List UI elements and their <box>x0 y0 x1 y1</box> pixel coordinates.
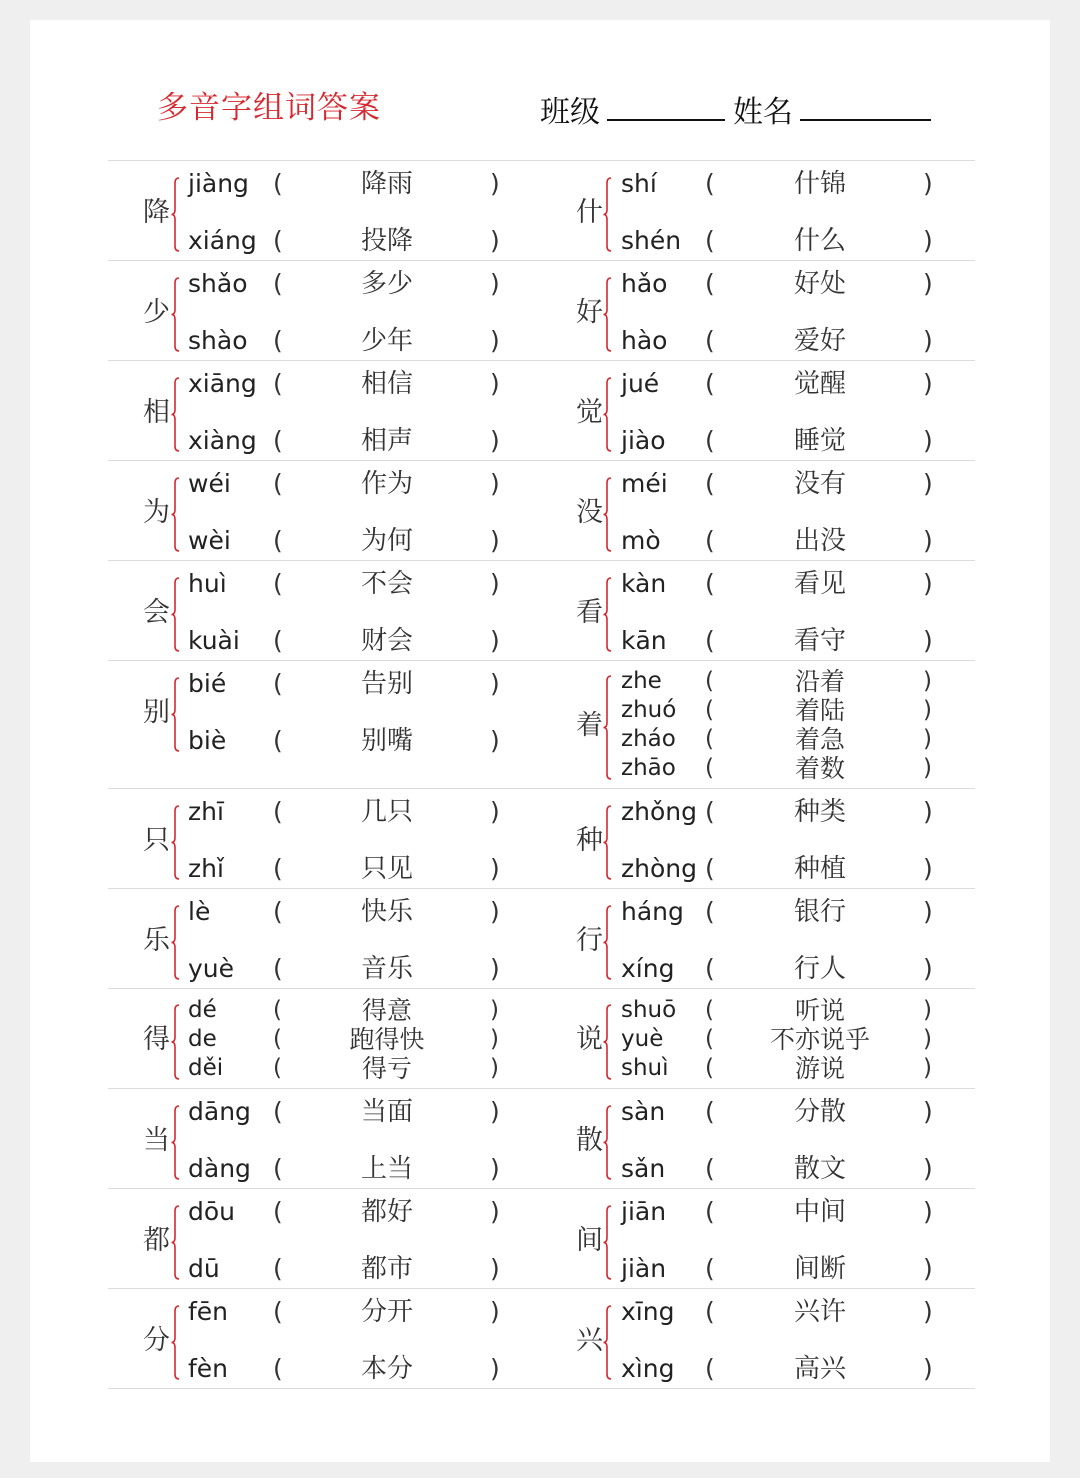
open-paren: ( <box>705 1025 714 1052</box>
close-paren: ) <box>923 726 932 752</box>
pinyin-reading: zhe <box>621 668 662 694</box>
curly-brace-icon <box>603 177 613 252</box>
close-paren: ) <box>490 1025 499 1052</box>
example-word: 不亦说乎 <box>769 1024 870 1054</box>
polyphone-character: 分 <box>143 1324 170 1356</box>
close-paren: ) <box>490 854 500 883</box>
close-paren: ) <box>923 526 933 555</box>
close-paren: ) <box>923 269 933 298</box>
example-word: 本分 <box>360 1354 413 1384</box>
curly-brace-icon <box>171 1004 181 1080</box>
curly-brace-icon <box>171 177 181 252</box>
example-word: 间断 <box>793 1254 846 1284</box>
example-word: 散文 <box>793 1154 846 1184</box>
pinyin-reading: jué <box>621 369 660 398</box>
open-paren: ( <box>705 697 714 723</box>
open-paren: ( <box>273 669 283 698</box>
pinyin-reading: bié <box>188 669 227 698</box>
open-paren: ( <box>273 996 282 1023</box>
open-paren: ( <box>705 954 715 983</box>
close-paren: ) <box>923 469 933 498</box>
open-paren: ( <box>273 1354 283 1383</box>
close-paren: ) <box>923 226 933 255</box>
close-paren: ) <box>923 169 933 198</box>
close-paren: ) <box>490 1297 500 1326</box>
close-paren: ) <box>490 1354 500 1383</box>
polyphone-character: 少 <box>143 296 170 328</box>
polyphone-character: 着 <box>576 709 603 741</box>
example-word: 多少 <box>360 269 413 299</box>
pinyin-reading: méi <box>621 469 668 498</box>
curly-brace-icon <box>603 675 613 780</box>
pinyin-reading: sǎn <box>621 1154 666 1183</box>
open-paren: ( <box>273 269 283 298</box>
pinyin-reading: wèi <box>188 526 231 555</box>
open-paren: ( <box>705 1297 715 1326</box>
close-paren: ) <box>490 526 500 555</box>
example-word: 着数 <box>794 754 845 783</box>
pinyin-reading: de <box>188 1025 217 1052</box>
class-blank-line <box>607 119 725 121</box>
example-word: 作为 <box>360 469 413 499</box>
close-paren: ) <box>923 854 933 883</box>
polyphone-character: 乐 <box>143 924 170 956</box>
pinyin-reading: yuè <box>188 954 235 983</box>
close-paren: ) <box>923 1297 933 1326</box>
close-paren: ) <box>923 626 933 655</box>
row-divider <box>108 988 975 989</box>
close-paren: ) <box>923 1097 933 1126</box>
close-paren: ) <box>490 897 500 926</box>
open-paren: ( <box>273 1097 283 1126</box>
close-paren: ) <box>923 755 932 781</box>
curly-brace-icon <box>603 377 613 452</box>
close-paren: ) <box>490 426 500 455</box>
example-word: 听说 <box>794 995 845 1025</box>
polyphone-character: 散 <box>576 1124 603 1156</box>
pinyin-reading: dàng <box>188 1154 251 1183</box>
example-word: 投降 <box>360 226 413 256</box>
close-paren: ) <box>923 369 933 398</box>
example-word: 觉醒 <box>793 369 846 399</box>
example-word: 睡觉 <box>793 426 846 456</box>
example-word: 中间 <box>793 1197 846 1227</box>
curly-brace-icon <box>171 1205 181 1280</box>
open-paren: ( <box>705 854 715 883</box>
example-word: 什锦 <box>793 169 846 199</box>
curly-brace-icon <box>603 805 613 880</box>
example-word: 不会 <box>360 569 413 599</box>
pinyin-reading: xiáng <box>188 226 257 255</box>
example-word: 爱好 <box>793 326 846 356</box>
open-paren: ( <box>273 326 283 355</box>
close-paren: ) <box>923 1054 932 1081</box>
close-paren: ) <box>923 569 933 598</box>
pinyin-reading: biè <box>188 726 227 755</box>
polyphone-character: 看 <box>576 596 603 628</box>
pinyin-reading: fèn <box>188 1354 229 1383</box>
polyphone-character: 相 <box>143 396 170 428</box>
pinyin-reading: wéi <box>188 469 231 498</box>
open-paren: ( <box>705 996 714 1023</box>
close-paren: ) <box>923 897 933 926</box>
row-divider <box>108 888 975 889</box>
open-paren: ( <box>705 526 715 555</box>
pinyin-reading: lè <box>188 897 211 926</box>
example-word: 得意 <box>361 995 412 1025</box>
open-paren: ( <box>705 755 714 781</box>
open-paren: ( <box>705 426 715 455</box>
open-paren: ( <box>705 626 715 655</box>
open-paren: ( <box>705 797 715 826</box>
curly-brace-icon <box>171 905 181 980</box>
open-paren: ( <box>705 1054 714 1081</box>
pinyin-reading: hǎo <box>621 269 668 298</box>
polyphone-character: 好 <box>576 296 603 328</box>
open-paren: ( <box>273 726 283 755</box>
pinyin-reading: kān <box>621 626 667 655</box>
worksheet-title: 多音字组词答案 <box>157 90 381 126</box>
example-word: 上当 <box>360 1154 413 1184</box>
pinyin-reading: zhī <box>188 797 224 826</box>
close-paren: ) <box>490 954 500 983</box>
open-paren: ( <box>705 169 715 198</box>
open-paren: ( <box>273 526 283 555</box>
open-paren: ( <box>273 1154 283 1183</box>
example-word: 相声 <box>360 426 413 456</box>
pinyin-reading: fēn <box>188 1297 229 1326</box>
pinyin-reading: kuài <box>188 626 240 655</box>
curly-brace-icon <box>603 477 613 552</box>
close-paren: ) <box>490 226 500 255</box>
close-paren: ) <box>923 326 933 355</box>
row-divider <box>108 460 975 461</box>
pinyin-reading: zhǒng <box>621 797 697 826</box>
example-word: 高兴 <box>793 1354 846 1384</box>
pinyin-reading: zhǐ <box>188 854 224 883</box>
close-paren: ) <box>923 954 933 983</box>
open-paren: ( <box>705 269 715 298</box>
close-paren: ) <box>490 369 500 398</box>
polyphone-character: 说 <box>576 1023 603 1055</box>
example-word: 种植 <box>793 854 846 884</box>
example-word: 看守 <box>793 626 846 656</box>
example-word: 行人 <box>793 954 846 984</box>
name-blank-line <box>800 119 931 121</box>
close-paren: ) <box>490 996 499 1023</box>
open-paren: ( <box>273 369 283 398</box>
open-paren: ( <box>705 469 715 498</box>
open-paren: ( <box>705 1354 715 1383</box>
pinyin-reading: shuì <box>621 1054 669 1081</box>
close-paren: ) <box>923 996 932 1023</box>
close-paren: ) <box>923 668 932 694</box>
polyphone-character: 别 <box>143 696 170 728</box>
example-word: 当面 <box>360 1097 413 1127</box>
curly-brace-icon <box>603 905 613 980</box>
open-paren: ( <box>705 668 714 694</box>
curly-brace-icon <box>603 577 613 652</box>
row-divider <box>108 560 975 561</box>
pinyin-reading: sàn <box>621 1097 666 1126</box>
open-paren: ( <box>705 1197 715 1226</box>
pinyin-reading: xiāng <box>188 369 257 398</box>
pinyin-reading: jiàng <box>188 169 249 198</box>
polyphone-character: 只 <box>143 824 170 856</box>
curly-brace-icon <box>171 477 181 552</box>
polyphone-character: 都 <box>143 1224 170 1256</box>
row-divider <box>108 1088 975 1089</box>
polyphone-character: 行 <box>576 924 603 956</box>
example-word: 都市 <box>360 1254 413 1284</box>
polyphone-character: 降 <box>143 196 170 228</box>
polyphone-character: 没 <box>576 496 603 528</box>
pinyin-reading: zhāo <box>621 755 676 781</box>
example-word: 游说 <box>794 1053 845 1083</box>
close-paren: ) <box>923 1354 933 1383</box>
curly-brace-icon <box>171 805 181 880</box>
close-paren: ) <box>923 797 933 826</box>
curly-brace-icon <box>603 277 613 352</box>
example-word: 分开 <box>360 1297 413 1327</box>
example-word: 降雨 <box>360 169 413 199</box>
close-paren: ) <box>490 726 500 755</box>
polyphone-character: 种 <box>576 824 603 856</box>
curly-brace-icon <box>603 1205 613 1280</box>
curly-brace-icon <box>171 377 181 452</box>
open-paren: ( <box>273 569 283 598</box>
pinyin-reading: děi <box>188 1054 224 1081</box>
example-word: 种类 <box>793 797 846 827</box>
example-word: 没有 <box>793 469 846 499</box>
open-paren: ( <box>273 626 283 655</box>
close-paren: ) <box>490 469 500 498</box>
class-label: 班级 <box>540 95 600 130</box>
open-paren: ( <box>705 1154 715 1183</box>
pinyin-reading: shén <box>621 226 682 255</box>
pinyin-reading: shuō <box>621 996 677 1023</box>
close-paren: ) <box>490 1254 500 1283</box>
close-paren: ) <box>490 1197 500 1226</box>
pinyin-reading: zhòng <box>621 854 697 883</box>
close-paren: ) <box>923 1197 933 1226</box>
curly-brace-icon <box>171 1305 181 1380</box>
open-paren: ( <box>273 1025 282 1052</box>
example-word: 得亏 <box>361 1053 412 1083</box>
polyphone-character: 当 <box>143 1124 170 1156</box>
close-paren: ) <box>923 1154 933 1183</box>
pinyin-reading: dū <box>188 1254 220 1283</box>
example-word: 跑得快 <box>349 1024 425 1054</box>
open-paren: ( <box>273 169 283 198</box>
open-paren: ( <box>273 1297 283 1326</box>
curly-brace-icon <box>171 677 181 752</box>
close-paren: ) <box>490 1054 499 1081</box>
curly-brace-icon <box>171 277 181 352</box>
name-label: 姓名 <box>733 95 793 130</box>
curly-brace-icon <box>603 1305 613 1380</box>
row-divider <box>108 788 975 789</box>
close-paren: ) <box>490 569 500 598</box>
example-word: 少年 <box>360 326 413 356</box>
pinyin-reading: jiàn <box>621 1254 667 1283</box>
open-paren: ( <box>705 326 715 355</box>
pinyin-reading: shào <box>188 326 248 355</box>
close-paren: ) <box>923 426 933 455</box>
pinyin-reading: shí <box>621 169 657 198</box>
example-word: 沿着 <box>794 667 845 696</box>
open-paren: ( <box>273 1197 283 1226</box>
pinyin-reading: shǎo <box>188 269 248 298</box>
pinyin-reading: zhuó <box>621 697 677 723</box>
pinyin-reading: xíng <box>621 954 675 983</box>
pinyin-reading: dāng <box>188 1097 251 1126</box>
row-divider <box>108 160 975 161</box>
example-word: 快乐 <box>360 897 413 927</box>
close-paren: ) <box>490 669 500 698</box>
curly-brace-icon <box>603 1004 613 1080</box>
pinyin-reading: dé <box>188 996 217 1023</box>
example-word: 好处 <box>793 269 846 299</box>
open-paren: ( <box>273 797 283 826</box>
example-word: 几只 <box>360 797 413 827</box>
open-paren: ( <box>705 369 715 398</box>
open-paren: ( <box>705 726 714 752</box>
example-word: 什么 <box>793 226 846 256</box>
pinyin-reading: dōu <box>188 1197 236 1226</box>
example-word: 财会 <box>360 626 413 656</box>
pinyin-reading: xìng <box>621 1354 675 1383</box>
open-paren: ( <box>273 1054 282 1081</box>
close-paren: ) <box>490 326 500 355</box>
polyphone-character: 得 <box>143 1023 170 1055</box>
example-word: 着急 <box>794 725 845 754</box>
open-paren: ( <box>705 1254 715 1283</box>
open-paren: ( <box>705 569 715 598</box>
row-divider <box>108 1388 975 1389</box>
row-divider <box>108 1288 975 1289</box>
row-divider <box>108 1188 975 1189</box>
example-word: 都好 <box>360 1197 413 1227</box>
close-paren: ) <box>923 1025 932 1052</box>
example-word: 相信 <box>360 369 413 399</box>
open-paren: ( <box>705 897 715 926</box>
example-word: 别嘴 <box>360 726 413 756</box>
polyphone-character: 会 <box>143 596 170 628</box>
close-paren: ) <box>490 626 500 655</box>
row-divider <box>108 260 975 261</box>
polyphone-character: 觉 <box>576 396 603 428</box>
curly-brace-icon <box>171 577 181 652</box>
pinyin-reading: mò <box>621 526 661 555</box>
open-paren: ( <box>273 1254 283 1283</box>
pinyin-reading: jiào <box>621 426 666 455</box>
example-word: 银行 <box>793 897 846 927</box>
example-word: 分散 <box>793 1097 846 1127</box>
open-paren: ( <box>273 469 283 498</box>
example-word: 着陆 <box>794 696 845 725</box>
example-word: 出没 <box>793 526 846 556</box>
close-paren: ) <box>490 1154 500 1183</box>
pinyin-reading: zháo <box>621 726 676 752</box>
pinyin-reading: yuè <box>621 1025 664 1052</box>
open-paren: ( <box>705 1097 715 1126</box>
pinyin-reading: huì <box>188 569 227 598</box>
example-word: 音乐 <box>360 954 413 984</box>
close-paren: ) <box>490 269 500 298</box>
open-paren: ( <box>705 226 715 255</box>
curly-brace-icon <box>171 1105 181 1180</box>
pinyin-reading: xīng <box>621 1297 675 1326</box>
example-word: 为何 <box>360 526 413 556</box>
pinyin-reading: jiān <box>621 1197 667 1226</box>
polyphone-character: 什 <box>576 196 603 228</box>
close-paren: ) <box>490 169 500 198</box>
pinyin-reading: hào <box>621 326 668 355</box>
pinyin-reading: kàn <box>621 569 667 598</box>
open-paren: ( <box>273 897 283 926</box>
example-word: 看见 <box>793 569 846 599</box>
pinyin-reading: háng <box>621 897 684 926</box>
row-divider <box>108 660 975 661</box>
open-paren: ( <box>273 954 283 983</box>
polyphone-character: 兴 <box>576 1324 603 1356</box>
polyphone-character: 为 <box>143 496 170 528</box>
polyphone-character: 间 <box>576 1224 603 1256</box>
example-word: 只见 <box>360 854 413 884</box>
close-paren: ) <box>490 1097 500 1126</box>
example-word: 告别 <box>360 669 413 699</box>
close-paren: ) <box>923 1254 933 1283</box>
close-paren: ) <box>490 797 500 826</box>
close-paren: ) <box>923 697 932 723</box>
open-paren: ( <box>273 226 283 255</box>
open-paren: ( <box>273 854 283 883</box>
curly-brace-icon <box>603 1105 613 1180</box>
open-paren: ( <box>273 426 283 455</box>
pinyin-reading: xiàng <box>188 426 257 455</box>
example-word: 兴许 <box>793 1297 846 1327</box>
row-divider <box>108 360 975 361</box>
